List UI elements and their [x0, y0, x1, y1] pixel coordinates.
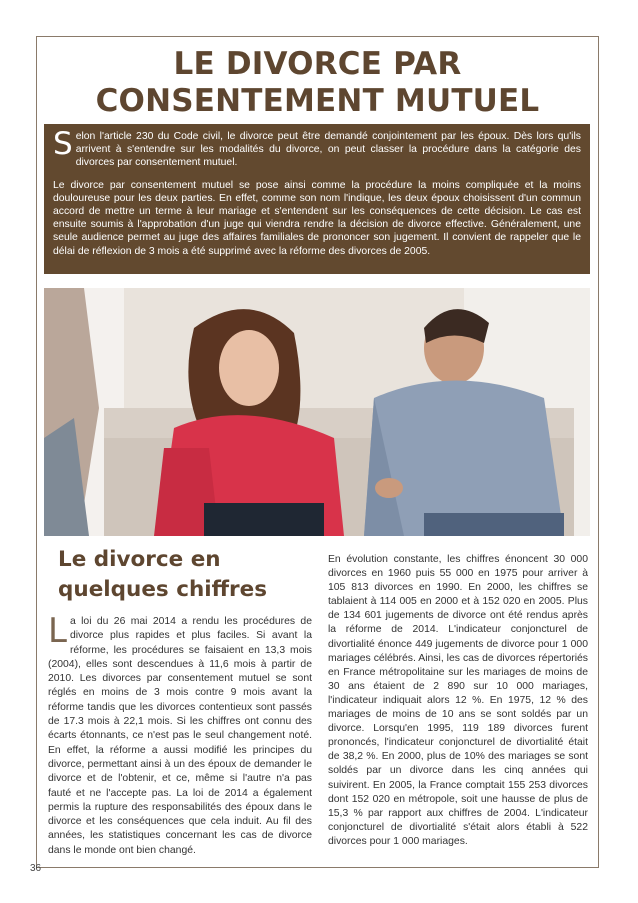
right-paragraph: En évolution constante, les chiffres énoncent 30 000 divorces en 1960 puis 55 000 en 1975 pour arriver à 105 813 divorces en 1990. En 2000, les chiffres se tablaient à 114 005 en 2000 et à 152 020 en 2005. Plus de 134 601 jugements de divorce ont été rendus après la réforme de 2014. L'indicateur conjoncturel de divortialité énonce 449 jugements de divorce pour 1 000 mariages célébrés. Ainsi, les cas de divorces répertoriés en France métropolitaine sur les mariages de moins de 30 ans étaient de 2 890 sur 10 000 mariages, l'indicateur indiquait alors 12 %. En 1975, 12 % des mariages de moins de 10 ans se sont soldés par un divorce. Lorsqu'en 1995, 119 189 divorces furent prononcés, l'indicateur conjoncturel de divortialité était de 38,2 %. En 2000, plus de 10% des mariages se sont soldés par un divorce dans les cinq années qui suivirent. En 2005, la France comptait 155 253 divorces dont 152 020 en métropole, soit une hausse de plus de 15,3 % par rapport aux chiffres de 2004. L'indicateur conjoncturel de divortialité s'était alors établi à 522 divorces pour 1 000 mariages. [328, 554, 588, 847]
left-paragraph-text: a loi du 26 mai 2014 a rendu les procédures de divorce plus rapides et plus faciles. Si avant la réforme, les procédures se faisaient en 13,3 mois (2004), elles sont descendues à 11,6 mois à partir de 2010. Les divorces par consentement mutuel se sont réglés en moins de 3 mois contre 9 mois avant la réforme tandis que les divorces contentieux sont passés de 17.3 mois à 22,1 mois. Si les chiffres ont connu des écarts étonnants, ce n'est pas le seul changement noté. En effet, la réforme a aussi modifié les principes du divorce, permettant ainsi à un des époux de demander le divorce et de l'obtenir, et ce, même si l'autre n'a pas fauté et ne l'accepte pas. La loi de 2014 a également permis la rupture des responsabilités des époux dans le divorce et les conséquences que cela induit. Au fil des années, les statistiques concernant les cas de divorce dans le monde ont bien changé. [48, 616, 312, 856]
intro-paragraph-2: Le divorce par consentement mutuel se pose ainsi comme la procédure la moins compliquée et la moins douloureuse pour les deux parties. En effet, comme son nom l'indique, les deux époux choisissent d'un commun accord de mettre un terme à leur mariage et s'entendent sur les conséquences de cette décision. Le cas est ensuite soumis à l'approbation d'un juge qui viendra rendre la décision de divorce effective. Généralement, une seule audience permet au juge des affaires familiales de prononcer son jugement. Il convient de rappeler que le délai de réflexion de 3 mois a été supprimé avec la réforme des divorces de 2005. [53, 179, 581, 257]
right-column [328, 553, 588, 849]
left-paragraph [48, 611, 312, 858]
subheading-line-2: quelques chiffres [58, 577, 268, 602]
title-line-2: CONSENTEMENT MUTUEL [95, 83, 540, 119]
intro-paragraph-1 [53, 126, 581, 170]
section-subheading [58, 545, 308, 605]
left-column [48, 611, 312, 858]
couple-photo [44, 288, 590, 536]
page-title [36, 46, 599, 120]
intro-box [44, 124, 590, 274]
title-line-1: LE DIVORCE PAR [173, 46, 462, 82]
intro-dropcap: S [53, 126, 73, 162]
left-dropcap: L [48, 611, 67, 651]
subheading-line-1: Le divorce en [58, 547, 221, 572]
intro-paragraph-1-text: elon l'article 230 du Code civil, le divorce peut être demandé conjointement par les époux. Dès lors qu'ils arrivent à s'entendre sur les modalités du divorce, on peut classer la procédure dans la catégorie des divorces par consentement mutuel. [75, 131, 581, 169]
page-number: 36 [30, 863, 42, 874]
